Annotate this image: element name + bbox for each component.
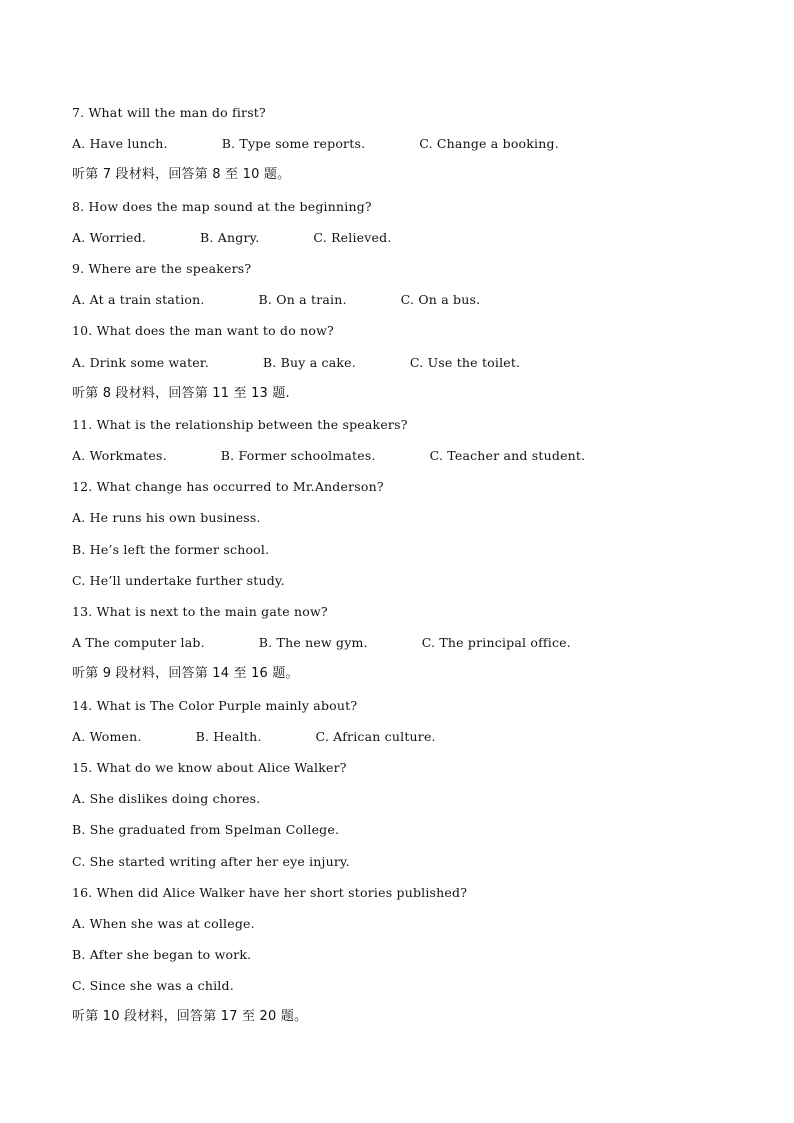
option-16-c: C. Since she was a child. [72,978,234,994]
question-13: 13. What is next to the main gate now? [72,604,328,619]
option-c: C. Change a booking. [419,136,559,152]
option-12-a: A. He runs his own business. [72,510,261,526]
options-7 [72,135,752,166]
question-15: 15. What do we know about Alice Walker? [72,759,347,775]
option-c: C. African culture. [315,728,436,744]
question-14: 14. What is The Color Purple mainly about? [72,697,358,713]
option-12-b: B. He’s left the former school. [72,541,270,557]
option-16-a: A. When she was at college. [72,915,255,931]
option-c: C. Teacher and student. [429,448,586,464]
option-b: B. The new gym. [258,635,368,651]
option-c: C. The principal office. [421,635,571,651]
option-c: C. Use the toilet. [409,354,521,370]
option-a: A. Drink some water. [72,354,209,370]
section-heading-7: 听第 7 段材料，回答第 8 至 10 题。 [72,167,291,183]
option-b: B. Type some reports. [221,136,366,152]
question-16: 16. When did Alice Walker have her short stories published? [72,884,468,900]
option-15-b: B. She graduated from Spelman College. [72,822,340,838]
options-9 [72,291,752,322]
option-b: B. Buy a cake. [262,354,356,370]
section-heading-10: 听第 10 段材料，回答第 17 至 20 题。 [72,1009,308,1025]
question-10: 10. What does the man want to do now? [72,323,334,339]
option-b: B. Angry. [200,229,260,245]
options-11 [72,447,752,478]
option-15-a: A. She dislikes doing chores. [72,791,261,807]
option-b: B. Former schoolmates. [220,448,376,464]
question-7: 7. What will the man do first? [72,105,266,120]
section-heading-9: 听第 9 段材料，回答第 14 至 16 题。 [72,666,299,682]
option-16-b: B. After she began to work. [72,947,252,963]
option-a: A. Worried. [72,229,147,245]
question-11: 11. What is the relationship between the speakers? [72,416,408,432]
document-body [72,104,752,1040]
question-8: 8. How does the map sound at the beginning? [72,198,372,214]
option-a: A The computer lab. [72,635,205,651]
option-a: A. Workmates. [72,448,167,464]
option-a: A. At a train station. [72,292,205,308]
options-8 [72,229,752,260]
option-12-c: C. He’ll undertake further study. [72,572,285,588]
question-12: 12. What change has occurred to Mr.Anderson? [72,479,384,495]
section-heading-8: 听第 8 段材料，回答第 11 至 13 题. [72,385,290,401]
option-a: A. Women. [72,728,142,744]
option-c: C. Relieved. [313,229,392,245]
option-a: A. Have lunch. [72,136,168,152]
options-14 [72,728,752,759]
option-15-c: C. She started writing after her eye injury. [72,853,350,869]
question-9: 9. Where are the speakers? [72,260,252,276]
options-13 [72,634,752,665]
option-b: B. Health. [195,728,262,744]
option-b: B. On a train. [258,292,347,308]
options-10 [72,354,752,385]
option-c: C. On a bus. [400,292,481,308]
